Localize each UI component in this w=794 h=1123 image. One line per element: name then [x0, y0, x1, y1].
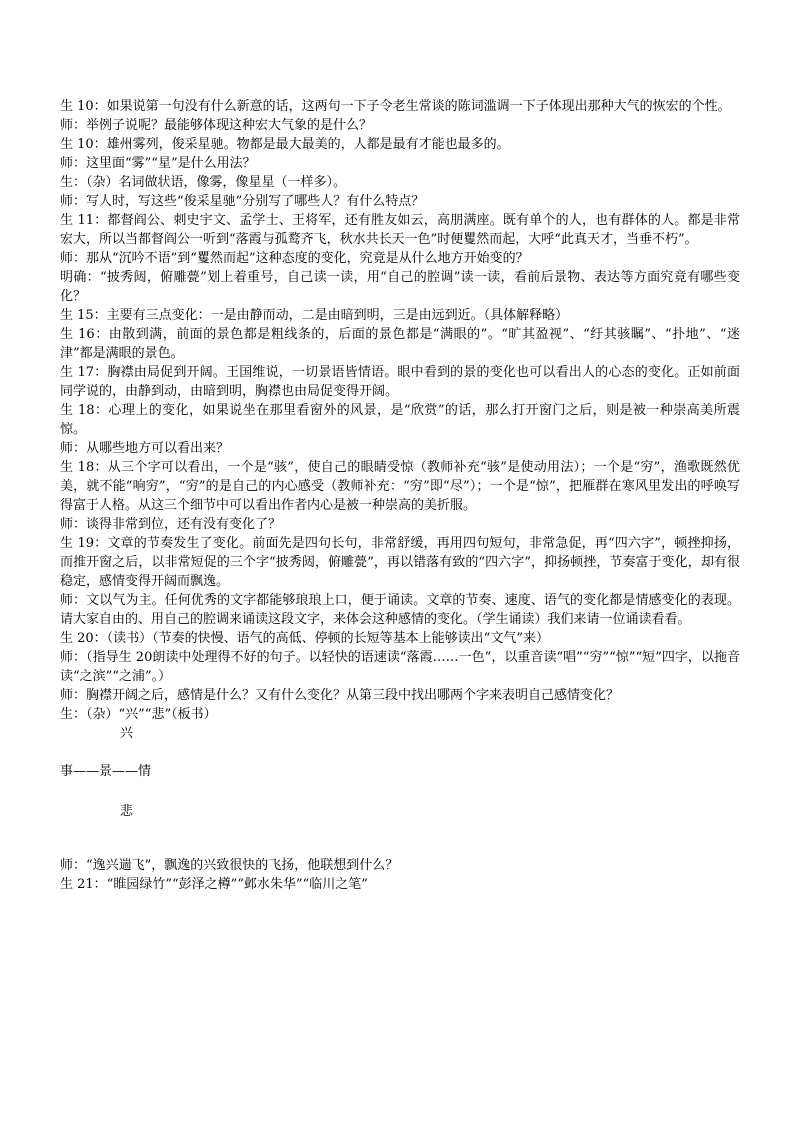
paragraph: 师：文以气为主。任何优秀的文字都能够琅琅上口，便于诵读。文章的节奏、速度、语气的变化都是情感变化的表现。请大家自由的、用自己的腔调来诵读这段文字，来体会这种感情的变化。（学生诵读）我们来请一位诵读看看。 [60, 593, 740, 627]
paragraph: 师：那从“沉吟不语”到“矍然而起”这种态度的变化，究竟是从什么地方开始变的？ [60, 251, 529, 266]
document-body [60, 97, 740, 894]
paragraph: 师：谈得非常到位，还有没有变化了？ [60, 517, 282, 532]
paragraph: 师：这里面“雾”“星”是什么用法？ [60, 156, 256, 171]
paragraph: 生 20：（读书）（节奏的快慢、语气的高低、停顿的长短等基本上能够读出“文气”来） [60, 631, 549, 646]
paragraph: 明确：“披秀闼，俯雕甍”划上着重号，自己读一读，用“自己的腔调”读一读，看前后景物、表达等方面究竟有哪些变化？ [60, 270, 740, 304]
paragraph: 师：“逸兴遄飞”，飘逸的兴致很快的飞扬，他联想到什么？ [60, 858, 399, 873]
paragraph: 师：胸襟开阔之后，感情是什么？又有什么变化？从第三段中找出哪两个字来表明自己感情变化？ [60, 688, 620, 703]
board-bottom-word: 悲 [120, 804, 134, 819]
paragraph: 生：（杂）名词做状语，像雾，像星星（一样多）。 [60, 175, 347, 190]
paragraph: 生 10：如果说第一句没有什么新意的话，这两句一下子令老生常谈的陈词滥调一下子体现出那种大气的恢宏的个性。 [60, 99, 731, 114]
paragraph: 生 21：“睢园绿竹”“彭泽之樽”“邺水朱华”“临川之笔” [60, 877, 368, 892]
paragraph: 生 18：心理上的变化，如果说坐在那里看窗外的风景，是“欣赏”的话，那么打开窗门之后，则是被一种崇高美所震惊。 [60, 403, 740, 437]
board-top-word: 兴 [120, 726, 134, 741]
closing-dialogue [60, 856, 740, 894]
paragraph: 师：举例子说呢？最能够体现这种宏大气象的是什么？ [60, 118, 373, 133]
paragraph: 生 18：从三个字可以看出，一个是“骇”，使自己的眼睛受惊（教师补充“骇”是使动用法）；一个是“穷”，渔歌既然优美，就不能“响穷”，“穷”的是自己的内心感受（教师补充：“穷”即“尽”）；一个是“惊”，把雁群在寒风里发出的呼唤写得富于人格。从这三个细节中可以看出作者内心是被一种崇高的美折服。 [60, 460, 740, 513]
paragraph: 师：写人时，写这些“俊采星驰”分别写了哪些人？有什么特点？ [60, 194, 425, 209]
paragraph: 生 15：主要有三点变化：一是由静而动，二是由暗到明，三是由远到近。（具体解释略） [60, 308, 569, 323]
paragraph: 生：（杂）“兴”“悲”（板书） [60, 707, 217, 722]
paragraph: 师：（指导生 20朗读中处理得不好的句子。以轻快的语速读“落霞……一色”，以重音读“唱”“穷”“惊”“短”四字，以拖音读“之滨”“之浦”。） [60, 650, 740, 684]
paragraph: 师：从哪些地方可以看出来？ [60, 441, 230, 456]
paragraph: 生 19：文章的节奏发生了变化。前面先是四句长句，非常舒缓，再用四句短句，非常急促，再“四六字”，顿挫抑扬，而推开窗之后，以非常短促的三个字“披秀闼，俯雕甍”，再以错落有致的“四六字”，抑扬顿挫，节奏富于变化，却有很稳定，感情变得开阔而飘逸。 [60, 536, 740, 589]
paragraph: 生 16：由散到满，前面的景色都是粗线条的，后面的景色都是“满眼的”。“旷其盈视”、“纡其骇瞩”、“扑地”、“迷津”都是满眼的景色。 [60, 327, 740, 361]
paragraph: 生 10：雄州雾列，俊采星驰。物都是最大最美的，人都是最有才能也最多的。 [60, 137, 510, 152]
paragraph: 生 17：胸襟由局促到开阔。王国维说，一切景语皆情语。眼中看到的景的变化也可以看出人的心态的变化。正如前面同学说的，由静到动，由暗到明，胸襟也由局促变得开阔。 [60, 365, 740, 399]
board-main-line: 事——景——情 [60, 764, 152, 779]
blackboard-diagram [60, 724, 740, 846]
paragraph: 生 11：都督阎公、刺史宇文、孟学士、王将军，还有胜友如云，高朋满座。既有单个的人，也有群体的人。都是非常宏大，所以当都督阎公一听到“落霞与孤鹜齐飞，秋水共长天一色”时便矍然而起，大呼“此真天才，当垂不朽”。 [60, 213, 740, 247]
